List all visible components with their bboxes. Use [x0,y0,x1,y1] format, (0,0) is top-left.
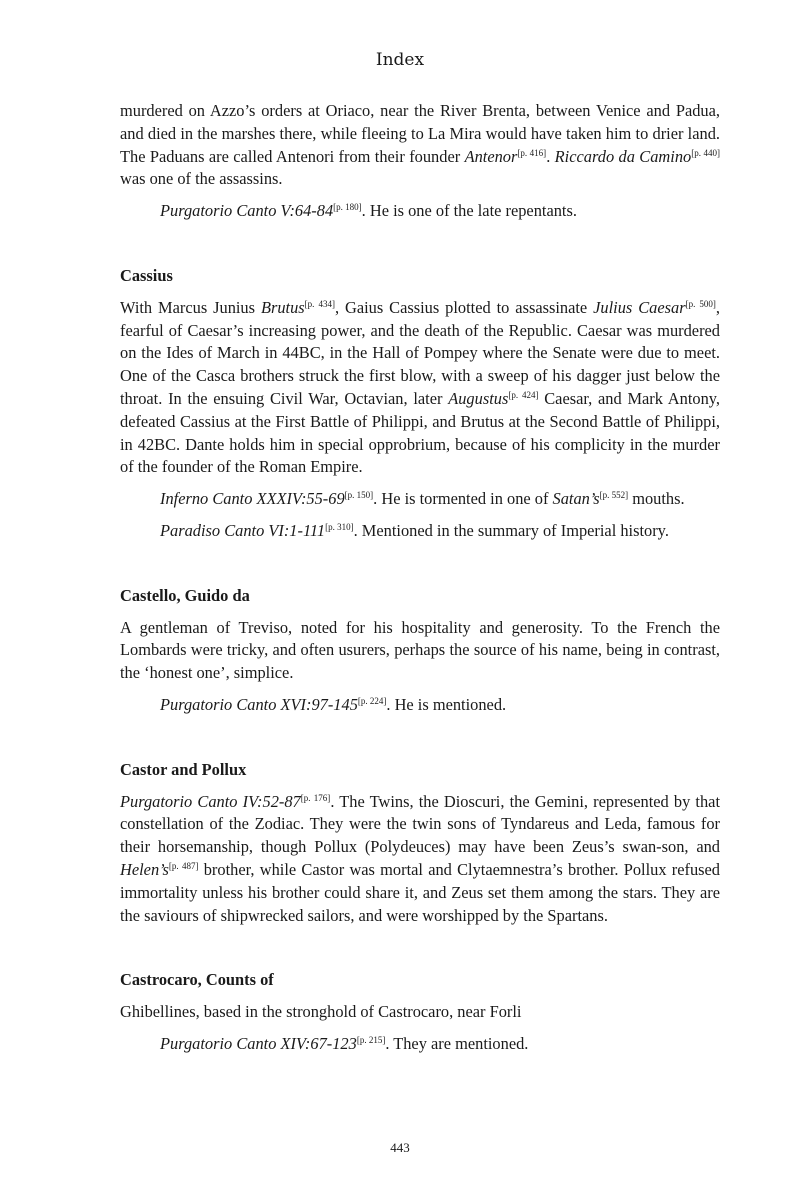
entry-description [120,791,720,928]
page-reference[interactable]: [p. 424] [508,389,539,400]
page-number: 443 [390,1140,410,1155]
canto-reference [160,200,720,223]
entry-description [120,1001,720,1024]
entry-description [120,297,720,479]
text-run: . Mentioned in the summary of Imperial history. [353,520,669,540]
index-entry [120,759,720,928]
text-run: mouths. [628,489,685,509]
canto-reference [160,488,720,511]
italic-reference: Paradiso Canto VI:1-111 [160,520,326,540]
page-reference[interactable]: [p. 224] [357,695,387,706]
italic-reference: Brutus [260,297,305,317]
page-reference[interactable]: [p. 180] [333,202,362,213]
entry-description [120,617,720,685]
index-entry [120,969,720,1055]
text-run: . He is tormented in one of [373,489,553,509]
canto-reference [160,694,720,717]
text-run: A gentleman of Treviso, noted for his hospitality and generosity. To the French the Lombards were tricky, and often usurers, perhaps the source of his name, being in contrast, the ‘honest one’, simplice. [120,617,720,683]
page-reference[interactable]: [p. 150] [344,490,374,501]
text-run: . They are mentioned. [385,1033,529,1053]
text-run: murdered on Azzo’s orders at Oriaco, near the River Brenta, between Venice and Padua, and died in the marshes there, while fleeing to La Mira would have taken him to drier land. The Paduans are called Antenori from their founder [120,101,720,166]
page-reference[interactable]: [p. 176] [300,792,331,803]
text-run: Ghibellines, based in the stronghold of Castrocaro, near Forli [120,1002,522,1022]
page-reference[interactable]: [p. 552] [599,490,629,501]
italic-reference: Helen’s [120,859,169,879]
page-reference[interactable]: [p. 500] [685,298,716,309]
canto-reference [160,520,720,543]
index-entry [120,100,720,223]
text-run: . [546,146,555,166]
index-content [120,100,720,1056]
page-reference[interactable]: [p. 416] [517,147,547,158]
italic-reference: Purgatorio Canto V:64-84 [160,201,334,221]
entry-heading: Castello, Guido da [120,585,250,605]
text-run: . He is one of the late repentants. [361,201,577,221]
page-reference[interactable]: [p. 310] [325,521,354,532]
italic-reference: Antenor [464,146,518,166]
text-run: . The Twins, the Dioscuri, the Gemini, represented by that constellation of the Zodiac. They were the twin sons of Tyndareus and Leda, famous for their horsemanship, though Pollux (Polydeuces) may have been Zeus’s swan-son, and [120,791,721,857]
entry-heading: Castor and Pollux [120,759,247,779]
text-run: , Gaius Cassius plotted to assassinate [334,297,594,317]
italic-reference: Inferno Canto XXXIV:55-69 [160,489,345,509]
italic-reference: Julius Caesar [593,297,686,317]
running-header: Index [375,50,425,70]
page-reference[interactable]: [p. 440] [691,147,721,158]
italic-reference: Purgatorio Canto XVI:97-145 [160,694,358,714]
index-entry [120,585,720,717]
index-entry [120,265,720,543]
page-reference[interactable]: [p. 434] [304,298,335,309]
italic-reference: Satan’s [552,489,600,509]
text-run: With Marcus Junius [120,297,261,317]
page-reference[interactable]: [p. 487] [168,860,199,871]
text-run: Caesar, and Mark Antony, defeated Cassius at the First Battle of Philippi, and Brutus at the Second Battle of Philippi, in 42BC. Dante holds him in special opprobrium, because of his complicity in the murder of the founder of the Roman Empire. [120,388,720,477]
italic-reference: Purgatorio Canto IV:52-87 [120,791,301,811]
text-run: . He is mentioned. [386,694,507,714]
entry-heading: Castrocaro, Counts of [120,970,274,990]
text-run: was one of the assassins. [120,169,283,189]
entry-heading: Cassius [120,265,173,285]
italic-reference: Augustus [448,388,509,408]
canto-reference [160,1033,720,1056]
page-reference[interactable]: [p. 215] [356,1034,386,1045]
italic-reference: Purgatorio Canto XIV:67-123 [160,1033,357,1053]
entry-description [120,100,720,191]
italic-reference: Riccardo da Camino [554,146,692,166]
text-run: brother, while Castor was mortal and Clytaemnestra’s brother. Pollux refused immortality unless his brother could share it, and Zeus set them among the stars. They are the saviours of shipwrecked sailors, and were worshipped by the Spartans. [120,859,720,925]
text-run: , fearful of Caesar’s increasing power, and the death of the Republic. Caesar was murdered on the Ides of March in 44BC, in the Hall of Pompey where the Senate were due to meet. One of the Casca brothers struck the first blow, with a sweep of his dagger just below the throat. In the ensuing Civil War, Octavian, later [120,297,721,408]
